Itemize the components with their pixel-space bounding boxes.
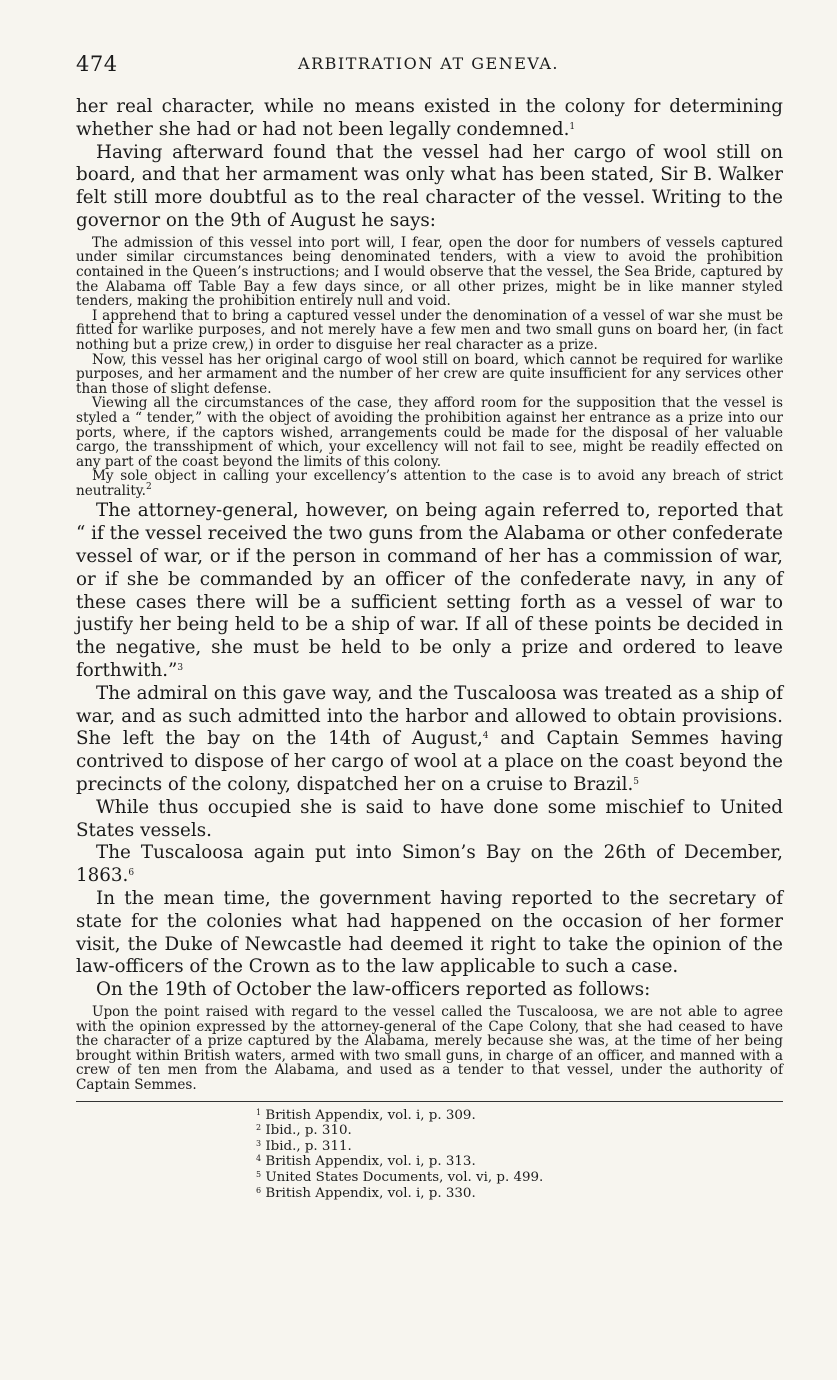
paragraph-government-report: In the mean time, the government having reported to the secretary of state for the colonies what had happened on the occasion of her former visit, the Duke of Newcastle had deemed it right to take the opinion of the law-officers of the Crown as to the law applicable to such a case. <box>76 888 783 978</box>
footnote-ref-5: 5 <box>633 777 640 788</box>
page-number: 474 <box>76 52 118 76</box>
paragraph-attorney-general: The attorney-general, however, on being again referred to, reported that “ if the vessel received the two guns from the Alabama or other confederate vessel of war, or if the person in command of her has a commission of war, or if she be commanded by an officer of the confederate navy, in any of these cases there will be a sufficient setting forth as a vessel of war to justify her being held to be a ship of war. If all of these points be decided in the negative, she must be held to be only a prize and ordered to leave forthwith.”$^3$ <box>76 500 783 682</box>
footnote: $^4$ British Appendix, vol. i, p. 313. <box>256 1154 476 1170</box>
footnote-divider <box>76 1101 783 1102</box>
block-quote-law-officers <box>76 1005 783 1093</box>
paragraph-law-officers: On the 19th of October the law-officers reported as follows: <box>96 979 651 1001</box>
quote-paragraph: My sole object in calling your excellency’s attention to the case is to avoid any breach of strict neutrality.$^2$ <box>76 468 783 499</box>
paragraph-simons-bay: The Tuscaloosa again put into Simon’s Bay on the 26th of December, 1863.$^6$ <box>76 842 783 887</box>
footnote: $^3$ Ibid., p. 311. <box>256 1138 352 1154</box>
footnote: $^1$ British Appendix, vol. i, p. 309. <box>256 1107 476 1123</box>
footnotes <box>256 1108 783 1202</box>
quote-paragraph: The admission of this vessel into port will, I fear, open the door for numbers of vessels captured under similar circumstances being denominated tenders, with a view to avoid the prohibition contained in the Queen’s instructions; and I would observe that the vessel, the Sea Bride, captured by the Alabama off Table Bay a few days since, or all other prizes, might be in like manner styled tenders, making the prohibition entirely null and void. <box>76 234 783 310</box>
paragraph-mischief: While thus occupied she is said to have done some mischief to United States vessels. <box>76 796 783 841</box>
footnote-ref-1: 1 <box>569 121 576 132</box>
block-quote-walker-letter <box>76 236 783 499</box>
footnote: $^6$ British Appendix, vol. i, p. 330. <box>256 1185 476 1201</box>
quote-paragraph: Upon the point raised with regard to the vessel called the Tuscaloosa, we are not able to agree with the opinion expressed by the attorney-general of the Cape Colony, that she had ceased to have the character of a prize captured by the Alabama, merely because she was, at the time of her being brought within British waters, armed with two small guns, in charge of an officer, and manned with a crew of ten men from the Alabama, and used as a tender to that vessel, under the authority of Captain Semmes. <box>76 1004 783 1093</box>
quote-paragraph: Viewing all the circumstances of the case, they afford room for the supposition that the vessel is styled a “ tender,” with the object of avoiding the prohibition against her entrance as a prize into our ports, where, if the captors wished, arrangements could be made for the disposal of her valuable cargo, the transshipment of which, your excellency will not fail to see, might be readily effected on any part of the coast beyond the limits of this colony. <box>76 395 783 470</box>
paragraph-walker-doubt: Having afterward found that the vessel had her cargo of wool still on board, and that her armament was only what has been stated, Sir B. Walker felt still more doubtful as to the real character of the vessel. Writing to the governor on the 9th of August he says: <box>76 141 783 231</box>
footnote-ref-6: 6 <box>128 868 135 879</box>
footnote: $^2$ Ibid., p. 310. <box>256 1123 352 1139</box>
footnote: $^5$ United States Documents, vol. vi, p. 499. <box>256 1169 544 1185</box>
paragraph-continuation: her real character, while no means existed in the colony for determining whether she had or had not been legally condemned.$^1$ <box>76 96 783 140</box>
running-title: ARBITRATION AT GENEVA. <box>298 54 559 73</box>
page-header <box>76 52 781 82</box>
quote-paragraph: Now, this vessel has her original cargo of wool still on board, which cannot be required for warlike purposes, and her armament and the number of her crew are quite insufficient for any services other than those of slight defense. <box>76 351 783 397</box>
quote-paragraph: I apprehend that to bring a captured vessel under the denomination of a vessel of war she must be fitted for warlike purposes, and not merely have a few men and two small guns on board her, (in fact nothing but a prize crew,) in order to disguise her real character as a prize. <box>76 307 783 353</box>
footnote-ref-3: 3 <box>177 663 184 674</box>
footnote-ref-4: 4 <box>482 731 489 742</box>
paragraph-admiral: The admiral on this gave way, and the Tuscaloosa was treated as a ship of war, and as such admitted into the harbor and allowed to obtain provisions. She left the bay on the 14th of August,$^4$ and Captain Semmes having contrived to dispose of her cargo of wool at a place on the coast beyond the precincts of the colony, dispatched her on a cruise to Brazil.$^5$ <box>76 682 783 796</box>
footnote-ref-2: 2 <box>145 481 152 492</box>
page-body <box>76 96 783 1201</box>
